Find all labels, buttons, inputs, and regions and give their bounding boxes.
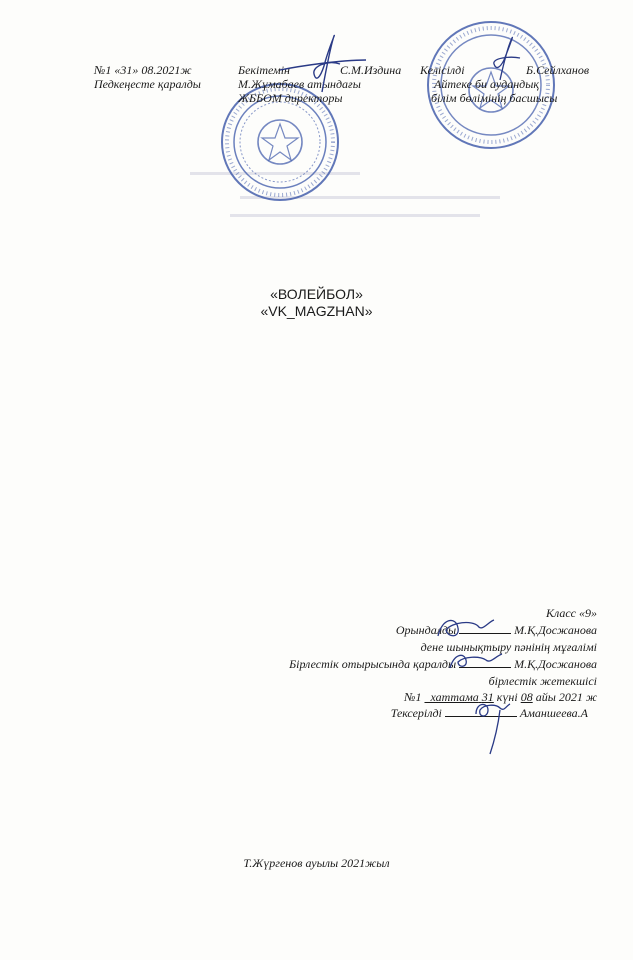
protocol-word: хаттама [430, 690, 479, 704]
performer-label: Орындалды [395, 623, 457, 637]
review-label: Бірлестік отырысында қаралды [289, 657, 457, 671]
school-name-line: М.Жұмабаев атындағы [238, 77, 361, 91]
protocol-month-label: айы 2021 ж [535, 690, 597, 704]
pedcouncil-reviewed-label: Педкеңесте қаралды [94, 77, 201, 91]
pedcouncil-protocol-line: №1 «31» 08.2021ж [94, 63, 192, 77]
review-role: бірлестік жетекшісі [488, 674, 597, 688]
review-line [289, 657, 597, 671]
protocol-day: 31 [481, 690, 494, 704]
protocol-day-label: күні [496, 690, 518, 704]
district-line: Айтеке би аудандық [434, 77, 539, 91]
footer-place-year: Т.Жүргенов ауылы 2021жыл [243, 856, 390, 870]
checked-label: Тексерілді [390, 706, 442, 720]
class-line: Класс «9» [546, 606, 597, 620]
head-signature [470, 32, 540, 87]
club-name: «VK_MAGZHAN» [260, 303, 373, 319]
protocol-month: 08 [520, 690, 533, 704]
agreed-label: Келісілді [420, 63, 465, 77]
protocol-number: №1 [404, 690, 422, 704]
head-name: Б.Сейлханов [526, 63, 590, 77]
director-signature [270, 30, 370, 100]
director-name: С.М.Издина [340, 63, 402, 77]
performer-signature [432, 612, 502, 644]
director-title-line: ЖББОМ директоры [238, 91, 343, 105]
checker-signature [470, 696, 520, 758]
approve-label: Бекітемін [238, 63, 290, 77]
checked-name: Аманшеева.А [519, 706, 588, 720]
review-name: М.Қ.Досжанова [514, 657, 597, 671]
head-title-line: білім бөлімінің басшысы [431, 91, 558, 105]
performer-role: дене шынықтыру пәнінің мұғалімі [420, 640, 597, 654]
document-title: «ВОЛЕЙБОЛ» [270, 286, 363, 302]
header-left [94, 63, 201, 91]
reviewer-signature [446, 648, 506, 674]
performer-name: М.Қ.Досжанова [514, 623, 597, 637]
